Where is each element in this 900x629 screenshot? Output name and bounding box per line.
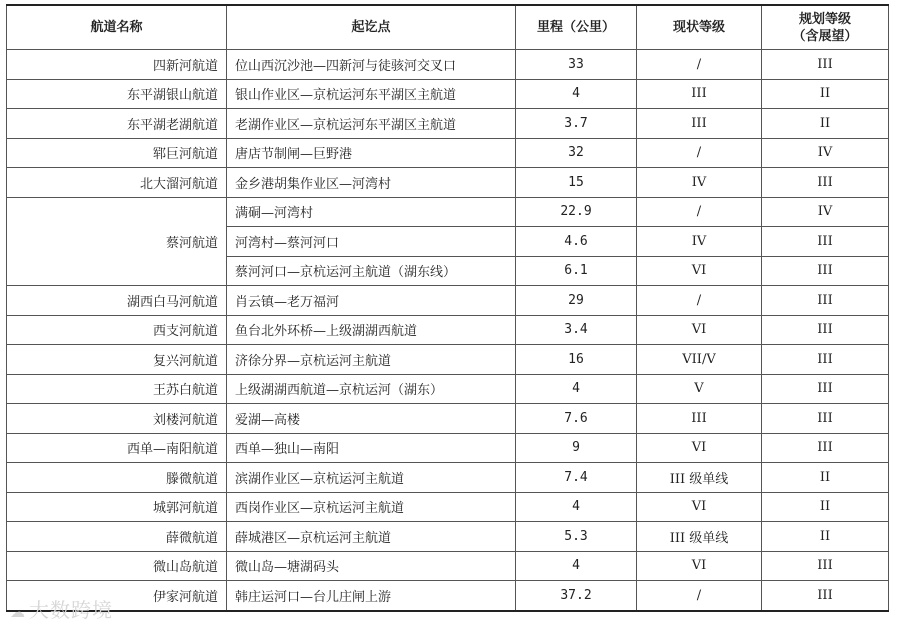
length-cell: 7.6 xyxy=(516,404,637,434)
current-grade-cell: III 级单线 xyxy=(637,463,762,493)
header-planned-line1: 规划等级 xyxy=(798,11,851,27)
table-row xyxy=(7,433,889,463)
route-cell: 上级湖湖西航道—京杭运河（湖东） xyxy=(227,374,516,404)
waterway-name-cell: 湖西白马河航道 xyxy=(7,286,227,316)
waterway-name-cell: 城郭河航道 xyxy=(7,492,227,522)
length-cell: 15 xyxy=(516,168,637,198)
length-cell: 7.4 xyxy=(516,463,637,493)
length-cell: 3.4 xyxy=(516,315,637,345)
planned-grade-cell: IV xyxy=(762,138,889,168)
length-cell: 37.2 xyxy=(516,581,637,611)
route-cell: 银山作业区—京杭运河东平湖区主航道 xyxy=(227,79,516,109)
route-cell: 肖云镇—老万福河 xyxy=(227,286,516,316)
table-row xyxy=(7,345,889,375)
route-cell: 蔡河河口—京杭运河主航道（湖东线） xyxy=(227,256,516,286)
current-grade-cell: VI xyxy=(637,256,762,286)
waterway-name-cell: 微山岛航道 xyxy=(7,551,227,581)
planned-grade-cell: II xyxy=(762,79,889,109)
length-cell: 4 xyxy=(516,374,637,404)
header-planned-grade xyxy=(762,5,889,50)
length-cell: 4 xyxy=(516,551,637,581)
table-row xyxy=(7,138,889,168)
planned-grade-cell: III xyxy=(762,374,889,404)
header-name: 航道名称 xyxy=(7,5,227,50)
table-row xyxy=(7,522,889,552)
current-grade-cell: IV xyxy=(637,168,762,198)
current-grade-cell: / xyxy=(637,581,762,611)
route-cell: 满硐—河湾村 xyxy=(227,197,516,227)
table-row xyxy=(7,581,889,611)
header-planned-line2: （含展望） xyxy=(792,28,858,44)
length-cell: 29 xyxy=(516,286,637,316)
planned-grade-cell: III xyxy=(762,50,889,80)
current-grade-cell: VII/V xyxy=(637,345,762,375)
current-grade-cell: III xyxy=(637,109,762,139)
header-length: 里程（公里） xyxy=(516,5,637,50)
header-current-grade: 现状等级 xyxy=(637,5,762,50)
length-cell: 32 xyxy=(516,138,637,168)
current-grade-cell: V xyxy=(637,374,762,404)
planned-grade-cell: II xyxy=(762,492,889,522)
waterway-name-cell: 西支河航道 xyxy=(7,315,227,345)
table-row xyxy=(7,286,889,316)
planned-grade-cell: II xyxy=(762,463,889,493)
current-grade-cell: VI xyxy=(637,492,762,522)
table-row xyxy=(7,79,889,109)
route-cell: 济徐分界—京杭运河主航道 xyxy=(227,345,516,375)
route-cell: 爱湖—高楼 xyxy=(227,404,516,434)
table-row xyxy=(7,551,889,581)
route-cell: 滨湖作业区—京杭运河主航道 xyxy=(227,463,516,493)
route-cell: 鱼台北外环桥—上级湖湖西航道 xyxy=(227,315,516,345)
route-cell: 金乡港胡集作业区—河湾村 xyxy=(227,168,516,198)
cloud-logo-icon: ☁ xyxy=(10,603,26,621)
planned-grade-cell: IV xyxy=(762,197,889,227)
planned-grade-cell: III xyxy=(762,581,889,611)
waterway-name-cell: 刘楼河航道 xyxy=(7,404,227,434)
length-cell: 33 xyxy=(516,50,637,80)
table-row xyxy=(7,109,889,139)
planned-grade-cell: II xyxy=(762,109,889,139)
table-row xyxy=(7,315,889,345)
header-row xyxy=(7,5,889,50)
waterway-name-cell: 滕微航道 xyxy=(7,463,227,493)
current-grade-cell: III xyxy=(637,404,762,434)
waterway-name-cell: 北大溜河航道 xyxy=(7,168,227,198)
current-grade-cell: / xyxy=(637,197,762,227)
current-grade-cell: / xyxy=(637,50,762,80)
length-cell: 4 xyxy=(516,492,637,522)
route-cell: 位山西沉沙池—四新河与徒骇河交叉口 xyxy=(227,50,516,80)
table-row xyxy=(7,374,889,404)
table-row xyxy=(7,463,889,493)
waterway-name-cell: 蔡河航道 xyxy=(7,197,227,286)
current-grade-cell: III xyxy=(637,79,762,109)
watermark xyxy=(10,594,113,623)
current-grade-cell: / xyxy=(637,138,762,168)
route-cell: 韩庄运河口—台儿庄闸上游 xyxy=(227,581,516,611)
planned-grade-cell: III xyxy=(762,227,889,257)
length-cell: 3.7 xyxy=(516,109,637,139)
current-grade-cell: VI xyxy=(637,551,762,581)
table-row xyxy=(7,404,889,434)
length-cell: 6.1 xyxy=(516,256,637,286)
length-cell: 22.9 xyxy=(516,197,637,227)
route-cell: 老湖作业区—京杭运河东平湖区主航道 xyxy=(227,109,516,139)
planned-grade-cell: II xyxy=(762,522,889,552)
current-grade-cell: III 级单线 xyxy=(637,522,762,552)
planned-grade-cell: III xyxy=(762,404,889,434)
length-cell: 9 xyxy=(516,433,637,463)
current-grade-cell: VI xyxy=(637,315,762,345)
current-grade-cell: VI xyxy=(637,433,762,463)
length-cell: 4.6 xyxy=(516,227,637,257)
waterway-name-cell: 东平湖银山航道 xyxy=(7,79,227,109)
planned-grade-cell: III xyxy=(762,168,889,198)
watermark-text: 大数跨境 xyxy=(29,598,113,622)
length-cell: 4 xyxy=(516,79,637,109)
table-body xyxy=(7,50,889,611)
waterway-name-cell: 伊家河航道 xyxy=(7,581,227,611)
planned-grade-cell: III xyxy=(762,286,889,316)
route-cell: 薛城港区—京杭运河主航道 xyxy=(227,522,516,552)
current-grade-cell: / xyxy=(637,286,762,316)
planned-grade-cell: III xyxy=(762,551,889,581)
route-cell: 西岗作业区—京杭运河主航道 xyxy=(227,492,516,522)
waterway-name-cell: 四新河航道 xyxy=(7,50,227,80)
route-cell: 河湾村—蔡河河口 xyxy=(227,227,516,257)
waterway-name-cell: 薛微航道 xyxy=(7,522,227,552)
current-grade-cell: IV xyxy=(637,227,762,257)
waterway-table xyxy=(6,4,889,612)
route-cell: 西单—独山—南阳 xyxy=(227,433,516,463)
table-row xyxy=(7,168,889,198)
waterway-name-cell: 复兴河航道 xyxy=(7,345,227,375)
planned-grade-cell: III xyxy=(762,433,889,463)
planned-grade-cell: III xyxy=(762,315,889,345)
route-cell: 唐店节制闸—巨野港 xyxy=(227,138,516,168)
waterway-name-cell: 东平湖老湖航道 xyxy=(7,109,227,139)
table-row xyxy=(7,50,889,80)
header-route: 起讫点 xyxy=(227,5,516,50)
waterway-name-cell: 西单—南阳航道 xyxy=(7,433,227,463)
planned-grade-cell: III xyxy=(762,345,889,375)
length-cell: 5.3 xyxy=(516,522,637,552)
table-row xyxy=(7,197,889,227)
route-cell: 微山岛—塘湖码头 xyxy=(227,551,516,581)
waterway-name-cell: 王苏白航道 xyxy=(7,374,227,404)
table-row xyxy=(7,492,889,522)
waterway-name-cell: 郓巨河航道 xyxy=(7,138,227,168)
planned-grade-cell: III xyxy=(762,256,889,286)
length-cell: 16 xyxy=(516,345,637,375)
